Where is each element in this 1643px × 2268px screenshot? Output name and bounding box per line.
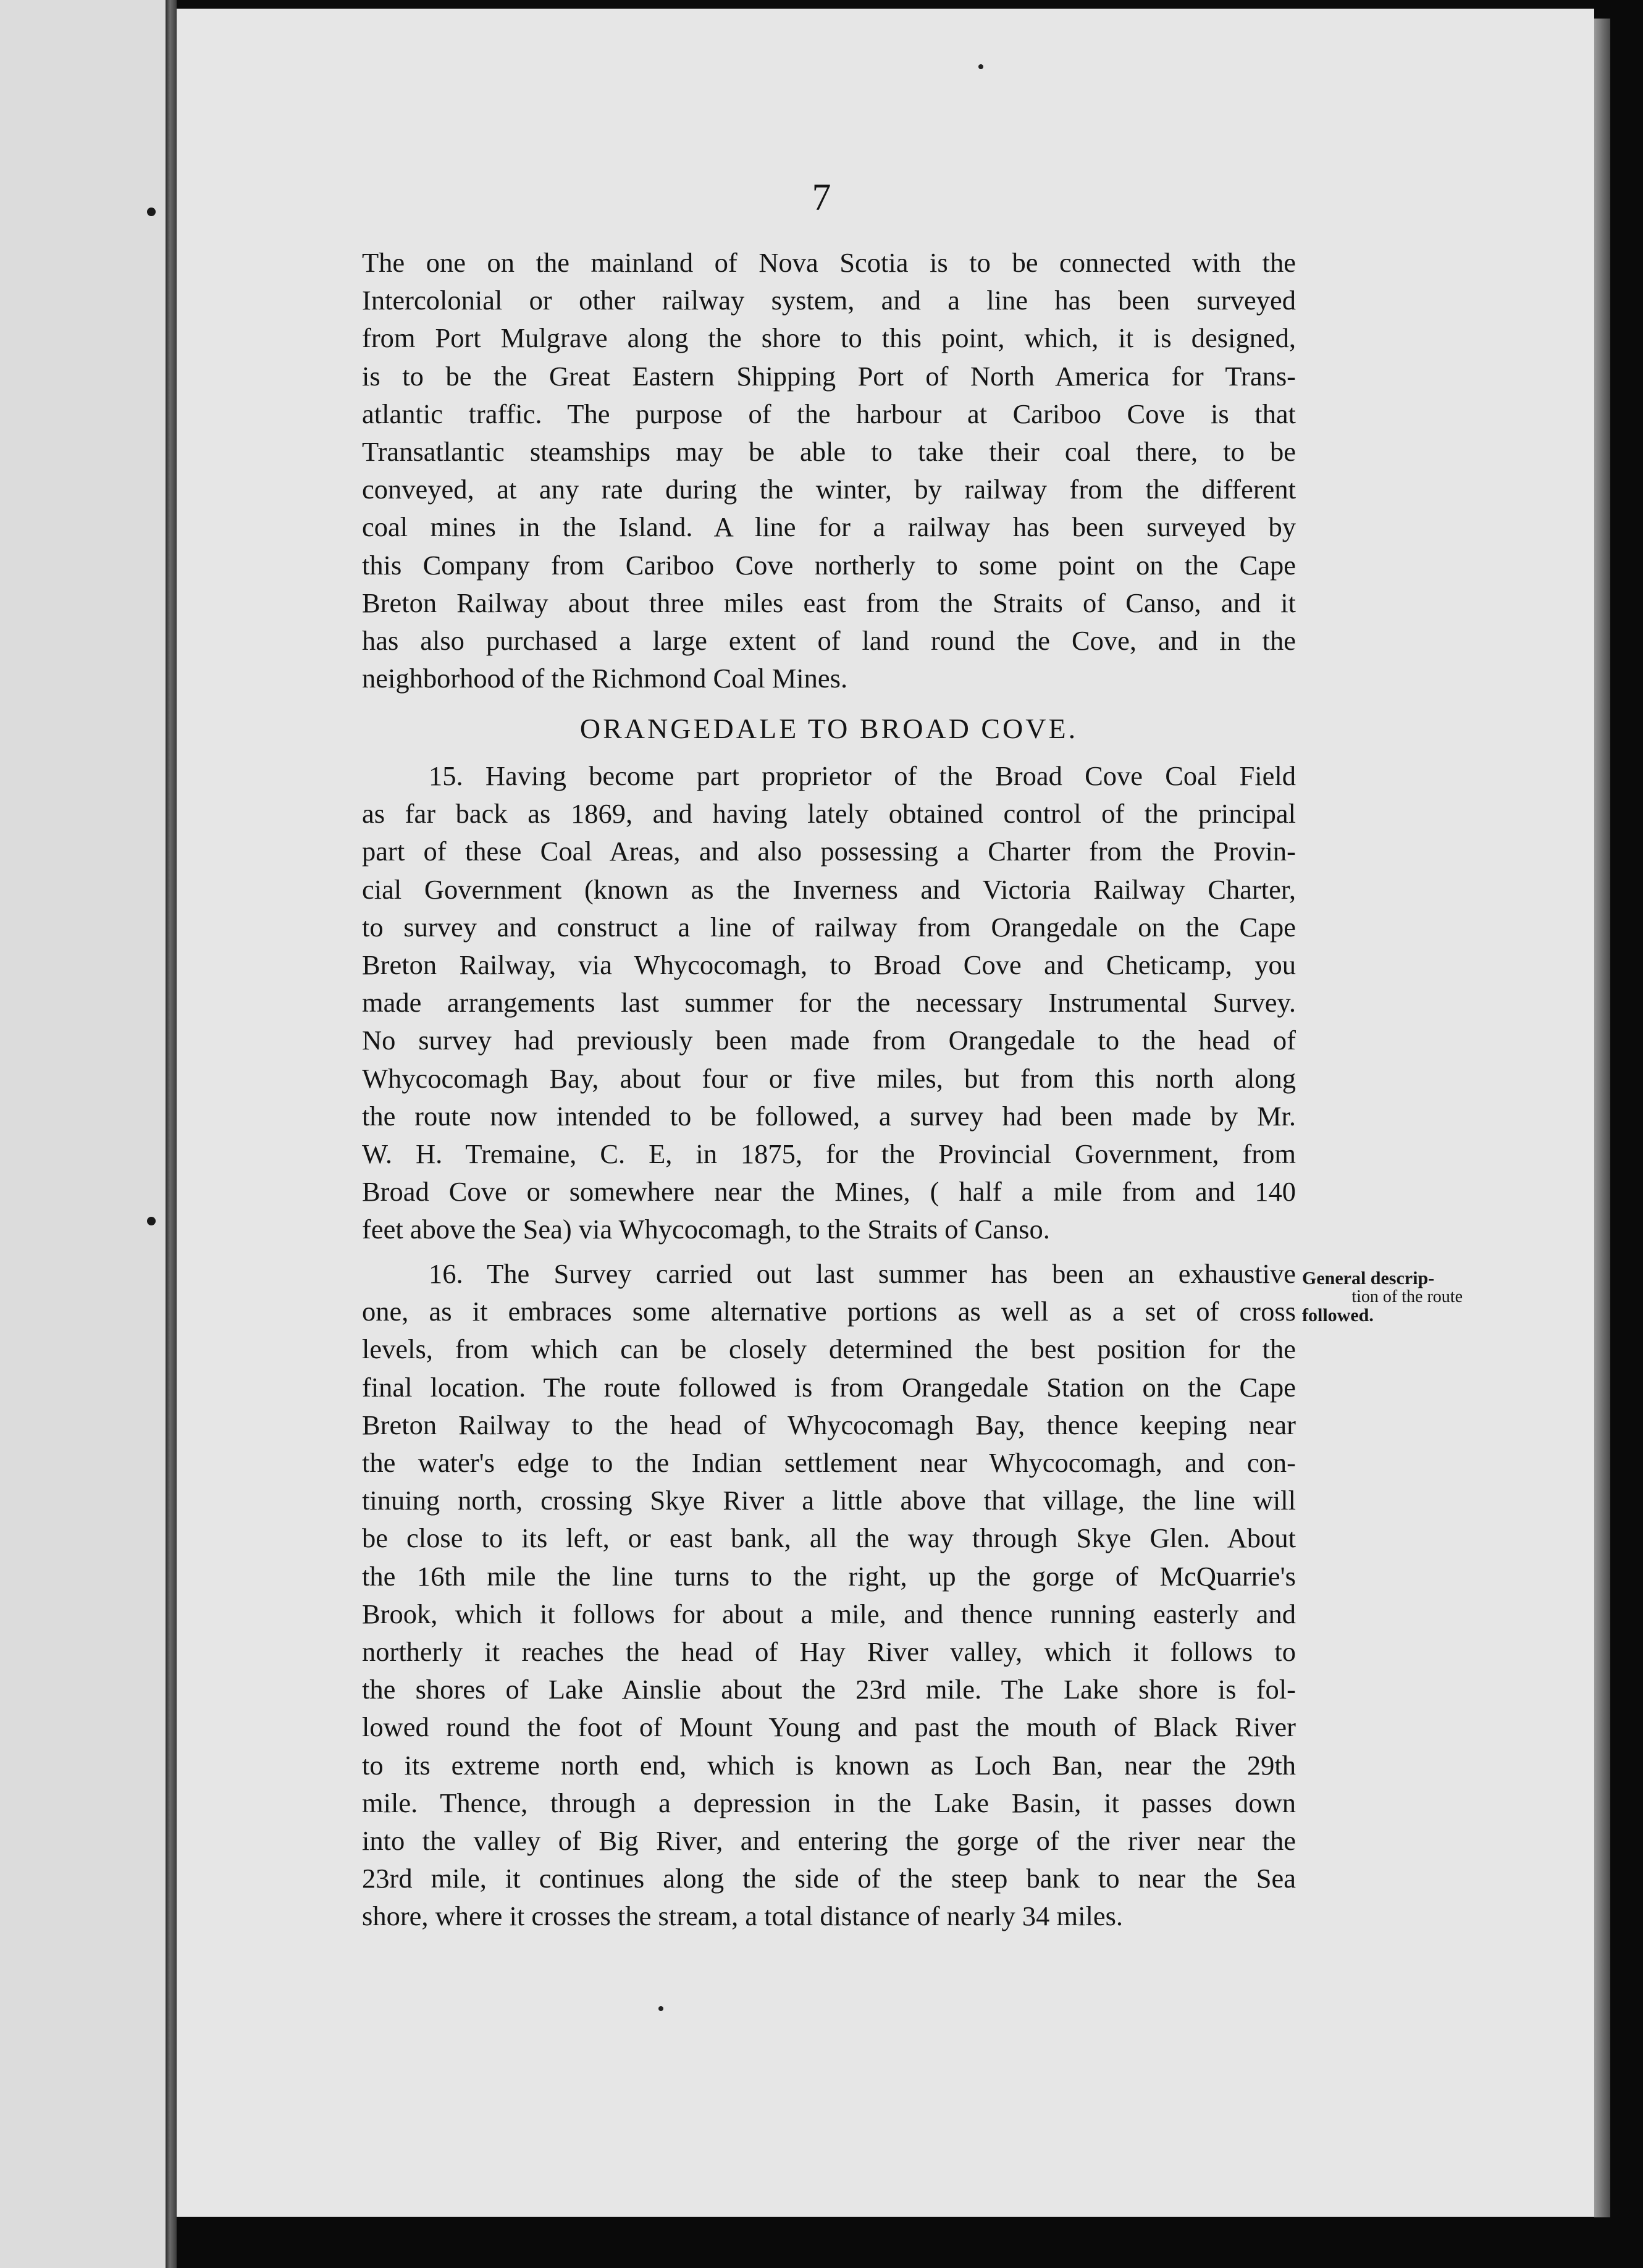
text-line: this Company from Cariboo Cove northerly to some point on the Cape — [362, 549, 1296, 581]
text-line: to survey and construct a line of railway from Orangedale on the Cape — [362, 911, 1296, 943]
text-line: final location. The route followed is from Orangedale Station on the Cape — [362, 1371, 1296, 1403]
text-line: 16. The Survey carried out last summer has been an exhaustive — [429, 1258, 1296, 1289]
paragraph-16 — [362, 1255, 1296, 1936]
text-line: mile. Thence, through a depression in the Lake Basin, it passes down — [362, 1787, 1296, 1818]
text-line: part of these Coal Areas, and also possessing a Charter from the Provin- — [362, 836, 1296, 867]
speck — [978, 64, 983, 69]
text-line: Intercolonial or other railway system, and a line has been surveyed — [362, 285, 1296, 316]
text-line: the shores of Lake Ainslie about the 23rd mile. The Lake shore is fol- — [362, 1674, 1296, 1705]
text-line: No survey had previously been made from Orangedale to the head of — [362, 1025, 1296, 1056]
facing-page-edge — [0, 0, 170, 2268]
speck — [658, 2006, 663, 2011]
text-line: feet above the Sea) via Whycocomagh, to the Straits of Canso. — [362, 1214, 1050, 1245]
text-line: the water's edge to the Indian settlement near Whycocomagh, and con- — [362, 1447, 1296, 1479]
marginal-note-line: followed. — [1302, 1305, 1374, 1325]
page-edge-shadow — [1594, 19, 1610, 2217]
text-line: is to be the Great Eastern Shipping Port of North America for Trans- — [362, 360, 1296, 392]
text-line: lowed round the foot of Mount Young and past the mouth of Black River — [362, 1712, 1296, 1743]
text-line: 23rd mile, it continues along the side of the steep bank to near the Sea — [362, 1863, 1296, 1894]
text-line: atlantic traffic. The purpose of the harbour at Cariboo Cove is that — [362, 398, 1296, 429]
text-line: made arrangements last summer for the necessary Instrumental Survey. — [362, 987, 1296, 1018]
text-line: levels, from which can be closely determined the best position for the — [362, 1334, 1296, 1365]
marginal-note-line: General descrip- — [1302, 1268, 1435, 1288]
text-line: Whycocomagh Bay, about four or five miles, but from this north along — [362, 1062, 1296, 1094]
text-line: into the valley of Big River, and entering the gorge of the river near the — [362, 1825, 1296, 1857]
text-line: Breton Railway about three miles east from the Straits of Canso, and it — [362, 587, 1296, 618]
text-line: conveyed, at any rate during the winter, by railway from the different — [362, 474, 1296, 505]
text-line: Broad Cove or somewhere near the Mines, ( half a mile from and 140 — [362, 1176, 1296, 1208]
text-line: has also purchased a large extent of land round the Cove, and in the — [362, 625, 1296, 657]
text-line: the 16th mile the line turns to the right, up the gorge of McQuarrie's — [362, 1560, 1296, 1592]
text-line: be close to its left, or east bank, all the way through Skye Glen. About — [362, 1522, 1296, 1554]
text-line: from Port Mulgrave along the shore to this point, which, it is designed, — [362, 322, 1296, 354]
text-line: neighborhood of the Richmond Coal Mines. — [362, 663, 848, 694]
text-line: coal mines in the Island. A line for a railway has been surveyed by — [362, 511, 1296, 543]
text-line: Breton Railway to the head of Whycocomagh Bay, thence keeping near — [362, 1409, 1296, 1440]
text-line: northerly it reaches the head of Hay River valley, which it follows to — [362, 1636, 1296, 1668]
text-line: shore, where it crosses the stream, a total distance of nearly 34 miles. — [362, 1900, 1124, 1932]
text-line: one, as it embraces some alternative portions as well as a set of cross — [362, 1296, 1296, 1327]
section-heading: ORANGEDALE TO BROAD COVE. — [579, 713, 1078, 744]
page-number: 7 — [812, 177, 831, 219]
text-line: The one on the mainland of Nova Scotia is to be connected with the — [362, 247, 1296, 278]
text-line: Transatlantic steamships may be able to take their coal there, to be — [362, 436, 1296, 468]
text-line: Brook, which it follows for about a mile, and thence running easterly and — [362, 1598, 1296, 1629]
text-line: cial Government (known as the Inverness and Victoria Railway Charter, — [362, 873, 1296, 905]
speck — [147, 1217, 156, 1225]
paragraph-15 — [362, 757, 1296, 1249]
text-line: tinuing north, crossing Skye River a little above that village, the line will — [362, 1485, 1296, 1516]
intro-paragraph — [362, 244, 1296, 697]
text-line: to its extreme north end, which is known as Loch Ban, near the 29th — [362, 1749, 1296, 1781]
text-line: the route now intended to be followed, a survey had been made by Mr. — [362, 1100, 1296, 1132]
text-line: 15. Having become part proprietor of the Broad Cove Coal Field — [429, 760, 1296, 791]
text-line: Breton Railway, via Whycocomagh, to Broad Cove and Cheticamp, you — [362, 949, 1296, 981]
text-line: as far back as 1869, and having lately obtained control of the principal — [362, 798, 1296, 830]
marginal-note-line: tion of the route — [1351, 1287, 1463, 1306]
book-spine — [166, 0, 177, 2268]
marginal-note — [1302, 1269, 1463, 1325]
text-line: W. H. Tremaine, C. E, in 1875, for the Provincial Government, from — [362, 1138, 1296, 1170]
